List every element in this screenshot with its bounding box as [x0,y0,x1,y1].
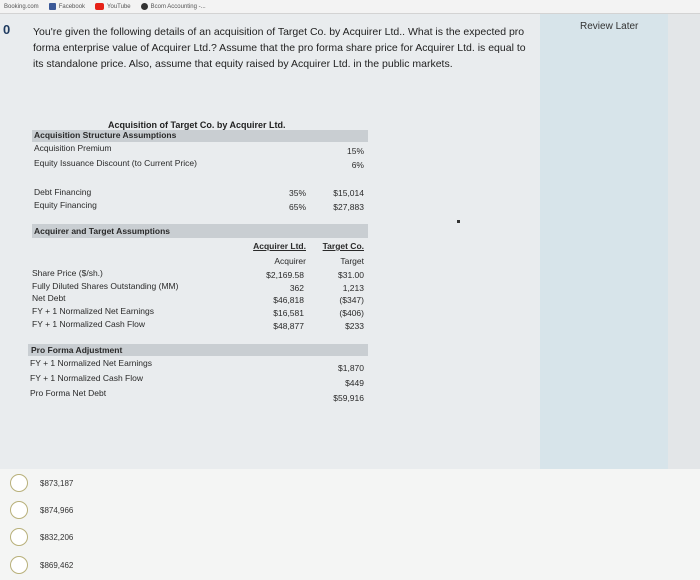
assumption-row-target: $31.00 [338,270,364,280]
assumption-row-acquirer: $2,169.58 [266,270,304,280]
table-title: Acquisition of Target Co. by Acquirer Ltd. [108,120,286,130]
proforma-header: Pro Forma Adjustment [31,345,123,355]
bookmarks-bar [0,0,700,14]
proforma-row-label: FY + 1 Normalized Cash Flow [30,373,143,383]
answer-option-label: $869,462 [40,560,74,570]
assumption-row-acquirer: $16,581 [273,308,304,318]
bookmark-youtube-label: YouTube [107,3,131,10]
debt-financing-pct: 35% [288,188,306,198]
review-later-button[interactable]: Review Later [580,21,639,32]
assumption-row-target: ($347) [339,295,364,305]
assumption-row-label: FY + 1 Normalized Net Earnings [32,306,154,316]
assumption-row-target: $233 [345,321,364,331]
answer-option-label: $873,187 [40,478,74,488]
radio-button[interactable] [10,556,28,574]
question-number: 0 [3,22,11,37]
acq-premium-value: 15% [346,146,364,156]
proforma-row-value: $449 [345,378,364,388]
answer-option[interactable] [10,501,73,519]
youtube-icon [95,3,104,10]
equity-financing-pct: 65% [288,202,306,212]
bookmark-youtube[interactable] [95,3,131,10]
sub-header-target: Target [340,256,364,266]
answer-option[interactable] [10,528,73,546]
col-header-acquirer: Acquirer Ltd. [253,241,306,251]
assumption-row-acquirer: 362 [289,283,304,293]
radio-button[interactable] [10,528,28,546]
equity-discount-value: 6% [351,160,364,170]
proforma-row-value: $59,916 [333,393,364,403]
radio-button[interactable] [10,501,28,519]
structure-header: Acquisition Structure Assumptions [34,130,177,140]
equity-discount-label: Equity Issuance Discount (to Current Price) [34,158,197,168]
bookmark-booking[interactable] [4,4,39,10]
assumption-row-target: 1,213 [342,283,364,293]
question-text: You're given the following details of an acquisition of Target Co. by Acquirer Ltd.. What is the expected pro forma enterprise value of Acquirer Ltd.? Assume that the pro forma share price for Acquirer Ltd. is equal to its standalone price. Also, assume that equity raised by Acquirer Ltd. in the public markets. [33,26,526,70]
assumption-row-target: ($406) [339,308,364,318]
proforma-row-label: Pro Forma Net Debt [30,388,107,398]
answer-option[interactable] [10,474,73,492]
bookmark-facebook-label: Facebook [58,3,86,10]
proforma-row-label: FY + 1 Normalized Net Earnings [30,358,152,368]
bookmark-booking-label: Booking.com [4,3,39,10]
sub-header-acquirer: Acquirer [274,256,306,266]
answer-option-label: $874,966 [40,505,74,515]
assumption-row-label: Fully Diluted Shares Outstanding (MM) [32,281,179,291]
answer-area [0,469,700,580]
assumption-row-label: Net Debt [32,293,66,303]
assumption-row-acquirer: $48,877 [273,321,304,331]
acq-premium-label: Acquisition Premium [34,143,112,153]
proforma-row-value: $1,870 [338,363,364,373]
bookmark-bcom-label: Bcom Accounting -... [150,3,206,10]
bcom-icon [141,3,148,10]
debt-financing-value: $15,014 [333,188,364,198]
bookmark-bcom[interactable] [141,3,206,10]
assumption-row-label: Share Price ($/sh.) [32,268,103,278]
assumption-row-acquirer: $46,818 [273,295,304,305]
facebook-icon [49,3,56,10]
bookmark-facebook[interactable] [49,3,85,10]
answer-option-label: $832,206 [40,532,74,542]
equity-financing-label: Equity Financing [34,200,97,210]
radio-button[interactable] [10,474,28,492]
assumptions-header: Acquirer and Target Assumptions [34,226,171,236]
answer-option[interactable] [10,556,73,574]
assumption-row-label: FY + 1 Normalized Cash Flow [32,319,145,329]
right-panel [540,14,668,469]
equity-financing-value: $27,883 [333,202,364,212]
right-strip [668,14,700,469]
col-header-target: Target Co. [322,241,364,251]
debt-financing-label: Debt Financing [34,187,92,197]
stray-dot [457,220,460,223]
